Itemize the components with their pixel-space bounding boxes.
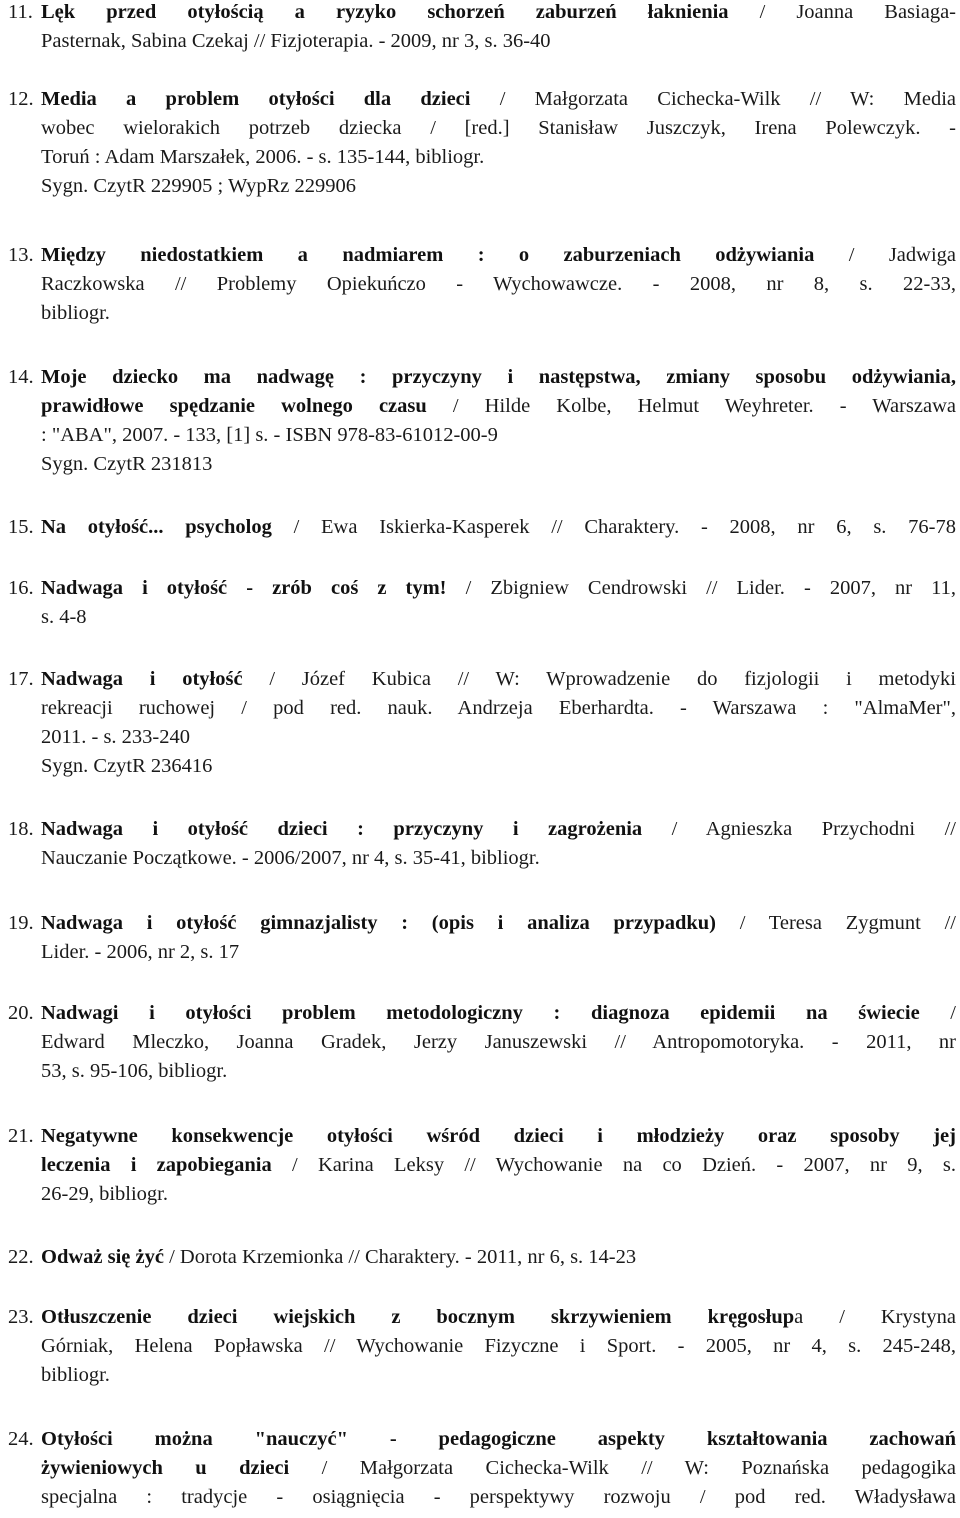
citation-details: : "ABA", 2007. - 133, [1] s. - ISBN 978-83-61012-00-9	[41, 424, 498, 446]
bibliography-entry	[8, 665, 956, 781]
entry-number: 11.	[8, 1, 33, 23]
citation-details: bibliogr.	[41, 302, 110, 324]
citation-line	[41, 844, 956, 873]
citation-title: Nadwagi i otyłości problem metodologiczny : diagnoza epidemii na świecie	[41, 1002, 920, 1024]
citation-line	[41, 114, 956, 143]
entry-number: 20.	[8, 1002, 34, 1024]
citation-details: Sygn. CzytR 236416	[41, 755, 213, 777]
citation-details: Pasternak, Sabina Czekaj // Fizjoterapia. - 2009, nr 3, s. 36-40	[41, 30, 551, 52]
citation-details: a / Krystyna	[794, 1306, 956, 1328]
citation-line	[41, 574, 956, 603]
citation-line	[41, 1303, 956, 1332]
citation-details: / Ewa Iskierka-Kasperek // Charaktery. - 2008, nr 6, s. 76-78	[271, 516, 956, 538]
citation-details: Sygn. CzytR 229905 ; WypRz 229906	[41, 175, 357, 197]
citation-title: Między niedostatkiem a nadmiarem : o zaburzeniach odżywiania	[41, 244, 815, 266]
citation-details: / Dorota Krzemionka // Charaktery. - 2011, nr 6, s. 14-23	[163, 1246, 637, 1268]
citation-details: Sygn. CzytR 231813	[41, 453, 213, 475]
entry-number: 18.	[8, 818, 34, 840]
citation-line	[41, 392, 956, 421]
entry-citation	[41, 1243, 956, 1272]
entry-citation	[41, 665, 956, 781]
citation-line	[41, 450, 956, 479]
citation-details: rekreacji ruchowej / pod red. nauk. Andrzeja Eberhardta. - Warszawa : "AlmaMer",	[41, 697, 956, 719]
bibliography-entry	[8, 363, 956, 479]
entry-number: 16.	[8, 577, 34, 599]
entry-citation	[41, 363, 956, 479]
citation-details: Lider. - 2006, nr 2, s. 17	[41, 941, 240, 963]
bibliography-entry	[8, 815, 956, 873]
entry-citation	[41, 1122, 956, 1209]
citation-details: / Agnieszka Przychodni //	[642, 818, 956, 840]
citation-title: Media a problem otyłości dla dzieci	[41, 88, 471, 110]
entry-citation	[41, 815, 956, 873]
citation-line	[41, 938, 956, 967]
entry-number: 17.	[8, 668, 34, 690]
citation-details: Raczkowska // Problemy Opiekuńczo - Wychowawcze. - 2008, nr 8, s. 22-33,	[41, 273, 956, 295]
entry-number: 13.	[8, 244, 34, 266]
citation-line	[41, 1332, 956, 1361]
citation-title: Moje dziecko ma nadwagę : przyczyny i następstwa, zmiany sposobu odżywiania,	[41, 366, 956, 388]
citation-details: / Małgorzata Cichecka-Wilk // W: Media	[470, 88, 956, 110]
entry-citation	[41, 513, 956, 542]
citation-line	[41, 1243, 956, 1272]
entry-citation	[41, 1303, 956, 1390]
entry-citation	[41, 85, 956, 201]
citation-line	[41, 1151, 956, 1180]
entry-number: 15.	[8, 516, 34, 538]
citation-title: Odważ się żyć	[41, 1246, 164, 1268]
bibliography-entry	[8, 909, 956, 967]
citation-title: leczenia i zapobiegania	[41, 1154, 272, 1176]
citation-line	[41, 752, 956, 781]
entry-citation	[41, 1425, 956, 1512]
bibliography-entry	[8, 513, 956, 542]
citation-details: / Zbigniew Cendrowski // Lider. - 2007, nr 11,	[446, 577, 956, 599]
citation-title: Negatywne konsekwencje otyłości wśród dzieci i młodzieży oraz sposoby jej	[41, 1125, 956, 1147]
citation-details: Toruń : Adam Marszałek, 2006. - s. 135-144, bibliogr.	[41, 146, 485, 168]
citation-title: Otyłości można "nauczyć" - pedagogiczne aspekty kształtowania zachowań	[41, 1428, 956, 1450]
citation-details: / Józef Kubica // W: Wprowadzenie do fizjologii i metodyki	[242, 668, 956, 690]
citation-details: / Hilde Kolbe, Helmut Weyhreter. - Warszawa	[426, 395, 957, 417]
citation-title: żywieniowych u dzieci	[41, 1457, 290, 1479]
bibliography-entry	[8, 1425, 956, 1512]
citation-details: / Karina Leksy // Wychowanie na co Dzień. - 2007, nr 9, s.	[271, 1154, 956, 1176]
citation-line	[41, 27, 956, 56]
citation-line	[41, 1180, 956, 1209]
citation-details: / Joanna Basiaga-	[728, 1, 956, 23]
bibliography-entry	[8, 85, 956, 201]
citation-title: prawidłowe spędzanie wolnego czasu	[41, 395, 427, 417]
citation-line	[41, 241, 956, 270]
citation-title: Nadwaga i otyłość	[41, 668, 243, 690]
citation-title: Nadwaga i otyłość - zrób coś z tym!	[41, 577, 447, 599]
citation-line	[41, 665, 956, 694]
entry-number: 12.	[8, 88, 34, 110]
citation-details: s. 4-8	[41, 606, 87, 628]
citation-line	[41, 363, 956, 392]
bibliography-entry	[8, 1243, 956, 1272]
citation-line	[41, 1483, 956, 1512]
citation-details: 53, s. 95-106, bibliogr.	[41, 1060, 228, 1082]
bibliography-entry	[8, 1122, 956, 1209]
entry-citation	[41, 999, 956, 1086]
citation-details: specjalna : tradycje - osiągnięcia - perspektywy rozwoju / pod red. Władysława	[41, 1486, 956, 1508]
citation-line	[41, 299, 956, 328]
citation-line	[41, 172, 956, 201]
citation-title: Otłuszczenie dzieci wiejskich z bocznym skrzywieniem kręgosłup	[41, 1306, 795, 1328]
citation-details: 2011. - s. 233-240	[41, 726, 190, 748]
citation-details: wobec wielorakich potrzeb dziecka / [red.] Stanisław Juszczyk, Irena Polewczyk. -	[41, 117, 956, 139]
citation-title: Na otyłość... psycholog	[41, 516, 272, 538]
citation-details: / Jadwiga	[814, 244, 956, 266]
citation-title: Nadwaga i otyłość dzieci : przyczyny i zagrożenia	[41, 818, 643, 840]
citation-details: bibliogr.	[41, 1364, 110, 1386]
citation-line	[41, 1057, 956, 1086]
citation-line	[41, 999, 956, 1028]
citation-line	[41, 723, 956, 752]
citation-details: 26-29, bibliogr.	[41, 1183, 168, 1205]
citation-line	[41, 0, 956, 27]
entry-number: 19.	[8, 912, 34, 934]
citation-line	[41, 1028, 956, 1057]
citation-line	[41, 421, 956, 450]
bibliography-entry	[8, 999, 956, 1086]
entry-citation	[41, 241, 956, 328]
entry-number: 22.	[8, 1246, 34, 1268]
citation-line	[41, 909, 956, 938]
entry-number: 24.	[8, 1428, 34, 1450]
citation-line	[41, 1122, 956, 1151]
citation-title: Nadwaga i otyłość gimnazjalisty : (opis i analiza przypadku)	[41, 912, 717, 934]
entry-citation	[41, 909, 956, 967]
citation-line	[41, 1454, 956, 1483]
bibliography-entry	[8, 1303, 956, 1390]
citation-line	[41, 815, 956, 844]
citation-details: Edward Mleczko, Joanna Gradek, Jerzy Januszewski // Antropomotoryka. - 2011, nr	[41, 1031, 956, 1053]
bibliography-entry	[8, 241, 956, 328]
citation-details: / Małgorzata Cichecka-Wilk // W: Poznańska pedagogika	[289, 1457, 956, 1479]
citation-line	[41, 513, 956, 542]
entry-number: 23.	[8, 1306, 34, 1328]
citation-title: Lęk przed otyłością a ryzyko schorzeń zaburzeń łaknienia	[41, 1, 729, 23]
citation-details: Górniak, Helena Popławska // Wychowanie Fizyczne i Sport. - 2005, nr 4, s. 245-248,	[41, 1335, 956, 1357]
citation-details: /	[919, 1002, 956, 1024]
citation-line	[41, 694, 956, 723]
citation-line	[41, 1361, 956, 1390]
citation-line	[41, 603, 956, 632]
bibliography-entry	[8, 0, 956, 56]
citation-details: / Teresa Zygmunt //	[716, 912, 956, 934]
entry-citation	[41, 574, 956, 632]
entry-number: 14.	[8, 366, 34, 388]
bibliography-entry	[8, 574, 956, 632]
citation-line	[41, 85, 956, 114]
citation-line	[41, 270, 956, 299]
citation-line	[41, 1425, 956, 1454]
citation-line	[41, 143, 956, 172]
citation-details: Nauczanie Początkowe. - 2006/2007, nr 4, s. 35-41, bibliogr.	[41, 847, 540, 869]
entry-number: 21.	[8, 1125, 34, 1147]
entry-citation	[41, 0, 956, 56]
